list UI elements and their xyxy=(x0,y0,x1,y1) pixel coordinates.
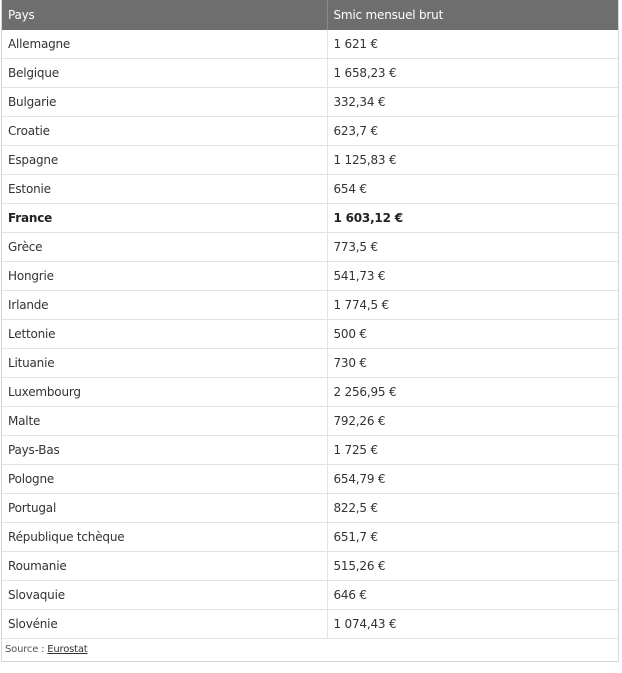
country-cell: Malte xyxy=(2,407,327,436)
table-row xyxy=(2,407,618,436)
wage-cell: 1 621 € xyxy=(333,37,378,51)
wage-cell: 646 € xyxy=(327,581,618,610)
table-row xyxy=(2,59,618,88)
wage-cell: 500 € xyxy=(327,320,618,349)
country-cell: Estonie xyxy=(2,175,327,204)
wage-cell: 2 256,95 € xyxy=(327,378,618,407)
minimum-wage-table-container xyxy=(1,0,619,662)
country-cell: Allemagne xyxy=(2,30,327,59)
wage-cell: 773,5 € xyxy=(327,233,618,262)
country-cell: Slovénie xyxy=(2,610,327,639)
table-row xyxy=(2,146,618,175)
table-row xyxy=(2,88,618,117)
table-row xyxy=(2,465,618,494)
wage-cell: 1 074,43 € xyxy=(327,610,618,639)
country-cell: Belgique xyxy=(2,59,327,88)
wage-cell: 792,26 € xyxy=(327,407,618,436)
source-note xyxy=(2,638,618,661)
table-row xyxy=(2,262,618,291)
country-cell: Croatie xyxy=(2,117,327,146)
wage-cell: 541,73 € xyxy=(327,262,618,291)
source-label: Source : xyxy=(5,644,48,655)
country-cell: Grèce xyxy=(2,233,327,262)
minimum-wage-table xyxy=(2,0,618,638)
wage-cell: 654 € xyxy=(327,175,618,204)
header-minimum-wage: Smic mensuel brut xyxy=(327,0,618,30)
country-cell: Lituanie xyxy=(2,349,327,378)
wage-cell: 651,7 € xyxy=(327,523,618,552)
table-row xyxy=(2,610,618,639)
wage-cell: 654,79 € xyxy=(327,465,618,494)
table-row xyxy=(2,204,618,233)
header-row xyxy=(2,0,618,30)
wage-cell: 332,34 € xyxy=(327,88,618,117)
table-row xyxy=(2,320,618,349)
table-body xyxy=(2,30,618,638)
country-cell: Bulgarie xyxy=(2,88,327,117)
table-row xyxy=(2,175,618,204)
wage-cell: 623,7 € xyxy=(327,117,618,146)
country-cell: Pays-Bas xyxy=(2,436,327,465)
country-cell: France xyxy=(2,204,327,233)
wage-cell: 730 € xyxy=(327,349,618,378)
wage-cell: 515,26 € xyxy=(327,552,618,581)
country-cell: Roumanie xyxy=(2,552,327,581)
table-row xyxy=(2,552,618,581)
wage-cell: 822,5 € xyxy=(327,494,618,523)
wage-cell: 1 603,12 € xyxy=(327,204,618,233)
table-row xyxy=(2,349,618,378)
country-cell: Pologne xyxy=(2,465,327,494)
table-row xyxy=(2,117,618,146)
country-cell: Luxembourg xyxy=(2,378,327,407)
table-row xyxy=(2,291,618,320)
table-row xyxy=(2,494,618,523)
country-cell: Irlande xyxy=(2,291,327,320)
wage-cell: 1 774,5 € xyxy=(327,291,618,320)
table-row xyxy=(2,233,618,262)
country-cell: Portugal xyxy=(2,494,327,523)
wage-cell: 1 658,23 € xyxy=(327,59,618,88)
country-cell: Slovaquie xyxy=(2,581,327,610)
header-country: Pays xyxy=(2,0,327,30)
country-cell: Lettonie xyxy=(2,320,327,349)
table-header xyxy=(2,0,618,30)
country-cell: République tchèque xyxy=(2,523,327,552)
wage-cell: 1 125,83 € xyxy=(327,146,618,175)
table-row xyxy=(2,378,618,407)
country-cell: Hongrie xyxy=(2,262,327,291)
wage-cell: 1 725 € xyxy=(327,436,618,465)
table-row xyxy=(2,523,618,552)
country-cell: Espagne xyxy=(2,146,327,175)
source-link-eurostat[interactable]: Eurostat xyxy=(47,644,88,655)
table-row xyxy=(2,436,618,465)
table-row xyxy=(2,30,618,59)
table-row xyxy=(2,581,618,610)
